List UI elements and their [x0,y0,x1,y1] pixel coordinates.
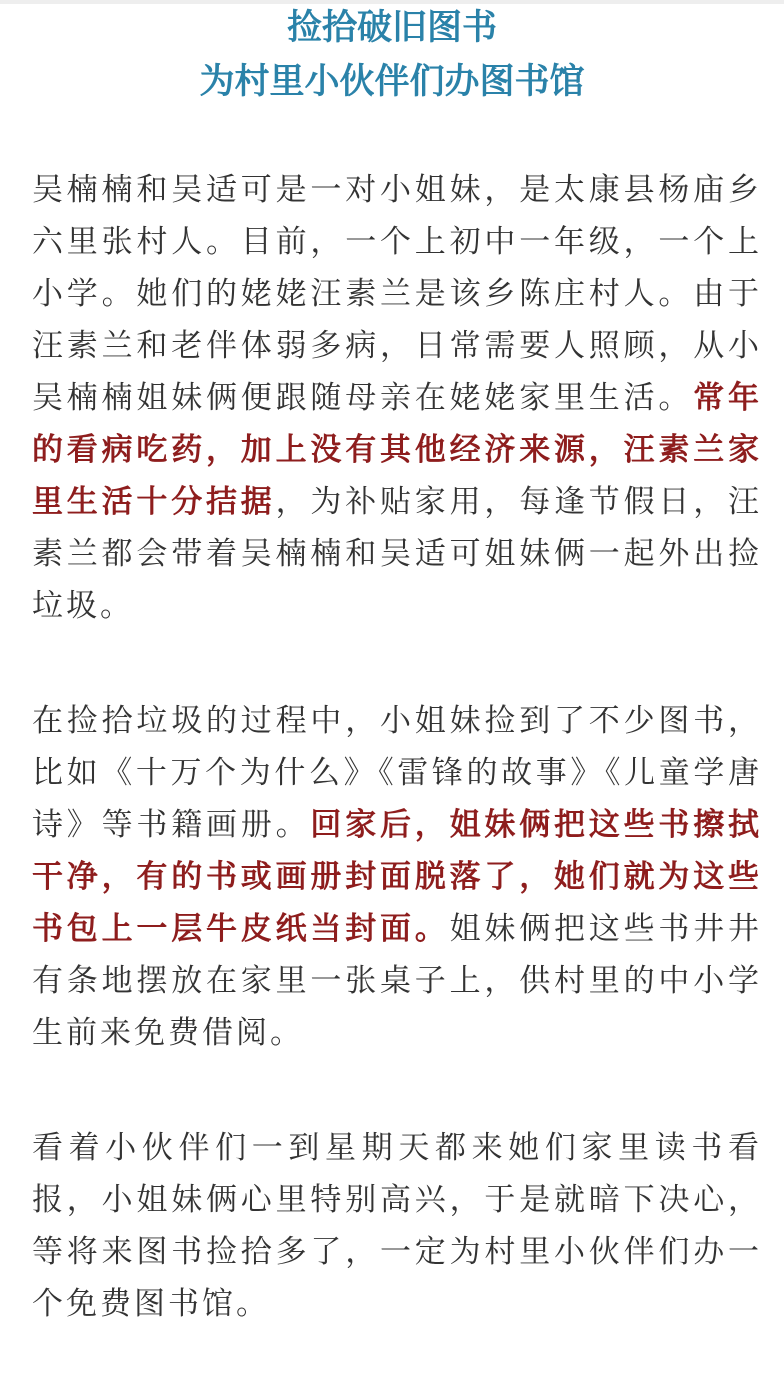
article-body [32,164,762,1393]
paragraph-2 [32,695,762,1059]
paragraph-1-highlight: 常年的看病吃药，加上没有其他经济来源，汪素兰家里生活十分拮据 [32,380,763,520]
paragraph-2-highlight: 回家后，姐妹俩把这些书擦拭干净，有的书或画册封面脱落了，她们就为这些书包上一层牛皮纸当封面。 [32,807,763,947]
paragraph-3-text: 看着小伙伴们一到星期天都来她们家里读书看报，小姐妹俩心里特别高兴，于是就暗下决心，等将来图书捡拾多了，一定为村里小伙伴们办一个免费图书馆。 [32,1130,762,1322]
paragraph-2-text-after: 姐妹俩把这些书井井有条地摆放在家里一张桌子上，供村里的中小学生前来免费借阅。 [32,911,763,1051]
article-title-line-1: 捡拾破旧图书 [286,8,497,48]
article-title-line-2: 为村里小伙伴们办图书馆 [199,62,585,102]
paragraph-1 [32,164,762,632]
paragraph-1-text-before: 吴楠楠和吴适可是一对小姐妹，是太康县杨庙乡六里张村人。目前，一个上初中一年级，一个上小学。她们的姥姥汪素兰是该乡陈庄村人。由于汪素兰和老伴体弱多病，日常需要人照顾，从小吴楠楠姐妹俩便跟随母亲在姥姥家里生活。 [32,172,762,416]
paragraph-3 [32,1122,762,1330]
paragraph-2-text-before: 在捡拾垃圾的过程中，小姐妹捡到了不少图书，比如《十万个为什么》《雷锋的故事》《儿童学唐诗》等书籍画册。 [32,703,762,843]
paragraph-1-text-after: ，为补贴家用，每逢节假日，汪素兰都会带着吴楠楠和吴适可姐妹俩一起外出捡垃圾。 [32,484,763,624]
